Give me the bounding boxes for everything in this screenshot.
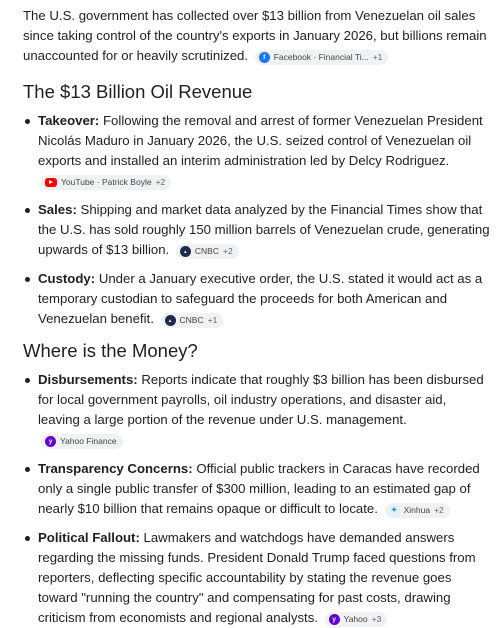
source-chip-label: Yahoo Finance <box>60 436 117 446</box>
item-text: Following the removal and arrest of former Venezuelan President Nicolás Maduro in January 2026, the U.S. seized control of Venezuelan oil exports and installed an interim administration led by Delcy Rodriguez. <box>38 113 483 168</box>
section-heading-where-money: Where is the Money? <box>23 340 198 361</box>
source-chip-cnbc[interactable] <box>161 313 224 328</box>
facebook-icon: f <box>259 52 270 63</box>
source-chip-label: Yahoo <box>343 614 368 624</box>
list-item-takeover <box>23 111 490 191</box>
list-item-transparency <box>23 459 490 519</box>
source-chip-label: Facebook · Financial Ti... <box>273 52 369 62</box>
section-heading-oil-revenue: The $13 Billion Oil Revenue <box>23 81 253 102</box>
xinhua-icon: ✦ <box>389 505 400 516</box>
source-chip-label: YouTube · Patrick Boyle <box>61 176 152 187</box>
item-label: Transparency Concerns: <box>38 461 193 476</box>
list-item-sales <box>23 200 490 260</box>
list-item-political-fallout <box>23 528 490 628</box>
source-chip-yahoo[interactable] <box>325 612 388 627</box>
item-text: Shipping and market data analyzed by the Financial Times show that the U.S. has sold roughly 150 million barrels of Venezuelan crude, generating upwards of $13 billion. <box>38 202 490 257</box>
source-chip-more: +2 <box>223 246 233 256</box>
source-chip-yahoo-finance[interactable] <box>41 434 123 449</box>
item-label: Political Fallout: <box>38 530 140 545</box>
source-chip-more: +3 <box>371 614 382 624</box>
source-chip-more: +1 <box>207 315 218 325</box>
source-chip-cnbc[interactable] <box>176 244 239 259</box>
item-label: Sales: <box>38 202 77 217</box>
source-chip-label: Xinhua <box>403 505 431 515</box>
source-chip-youtube[interactable] <box>41 175 171 190</box>
source-chip-more: +2 <box>434 505 444 515</box>
yahoo-icon: y <box>329 614 340 625</box>
source-chip-more: +2 <box>155 176 166 187</box>
intro-text: The U.S. government has collected over $13 billion from Venezuelan oil sales since taking control of the country's exports in January 2026, but billions remain unaccounted for or heavily scrutinized. <box>23 8 487 63</box>
list-item-custody <box>23 269 490 329</box>
source-chip-more: +1 <box>372 52 383 62</box>
cnbc-icon: ▲ <box>180 246 191 257</box>
yahoo-icon: y <box>45 436 56 447</box>
list-item-disbursements <box>23 370 490 450</box>
item-label: Takeover: <box>38 113 100 128</box>
item-text: Official public trackers in Caracas have recorded only a single public transfer of $300 million, leading to an estimated gap of nearly $10 billion that remains opaque or difficult to locate. <box>38 461 480 516</box>
item-label: Disbursements: <box>38 372 138 387</box>
item-text: Lawmakers and watchdogs have demanded answers regarding the missing funds. President Donald Trump faced questions from reporters, deflecting specific accountability by stating the revenue goes toward "running the country" and compensating for past costs, drawing criticism from economists and regional analysts. <box>38 530 476 625</box>
source-chip-label: CNBC <box>179 315 204 325</box>
where-money-list <box>23 370 490 628</box>
source-chip-xinhua[interactable] <box>385 503 450 518</box>
item-text: Reports indicate that roughly $3 billion has been disbursed for local government payrolls, oil industry operations, and disaster aid, leaving a large portion of the revenue under U.S. management. <box>38 372 484 427</box>
cnbc-icon: ▲ <box>165 315 176 326</box>
oil-revenue-list <box>23 111 490 329</box>
item-text: Under a January executive order, the U.S. stated it would act as a temporary custodian to safeguard the proceeds for both American and Venezuelan benefit. <box>38 271 483 326</box>
source-chip-label: CNBC <box>194 246 219 256</box>
intro-paragraph <box>23 6 490 66</box>
youtube-icon <box>45 178 57 187</box>
item-label: Custody: <box>38 271 96 286</box>
source-chip-facebook[interactable] <box>255 50 389 65</box>
